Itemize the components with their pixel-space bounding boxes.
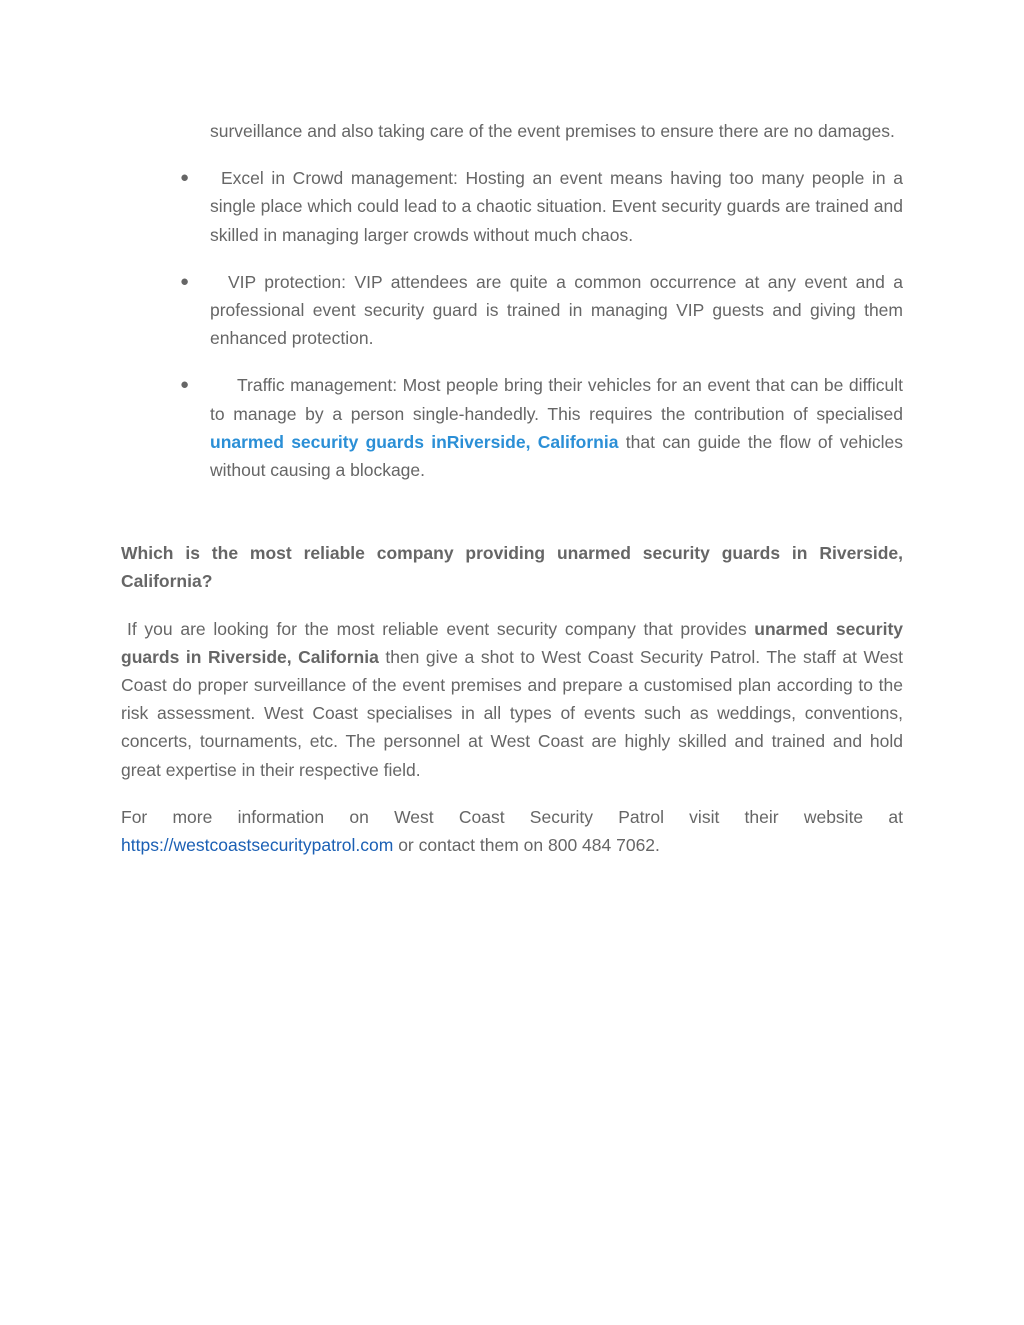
website-link[interactable]: https://westcoastsecuritypatrol.com [121,835,394,856]
contact-text-after: or contact them on 800 484 7062. [393,835,660,856]
contact-text: For more information on West Coast Security Patrol visit their website at [121,806,903,827]
list-item-crowd-management [121,164,903,249]
bullet-text-after: that can guide the flow of vehicles without causing a blockage. [210,431,904,481]
list-item-vip-protection [121,268,903,353]
paragraph-contact [121,803,903,859]
paragraph-text: If you are looking for the most reliable event security company that provides [127,618,755,639]
paragraph-text-after: then give a shot to West Coast Security Patrol. The staff at West Coast do proper surveillance of the event premises and prepare a customised plan according to the risk assessment. West Coast specialises in all types of events such as weddings, conventions, concerts, tournaments, etc. The personnel at West Coast are highly skilled and trained and hold great expertise in their respective field. [121,646,903,780]
bullet-text: VIP protection: VIP attendees are quite a common occurrence at any event and a professional event security guard is trained in managing VIP guests and giving them enhanced protection. [210,271,903,349]
continuation-text: surveillance and also taking care of the event premises to ensure there are no damages. [210,121,895,141]
document-body [121,117,903,859]
bullet-icon: ● [180,272,190,290]
paragraph-company [121,615,903,784]
bullet-text: Traffic management: Most people bring their vehicles for an event that can be difficult to manage by a person single-handedly. This requires the contribution of specialised [210,375,903,424]
section-heading: Which is the most reliable company providing unarmed security guards in Riverside, California? [121,543,903,592]
unarmed-guards-link[interactable]: unarmed security guards inRiverside, California [210,431,619,452]
bullet-list [121,117,903,484]
list-item-traffic-management [121,371,903,484]
bullet-icon: ● [180,376,190,394]
list-item-continuation [121,117,903,145]
bullet-text: Excel in Crowd management: Hosting an event means having too many people in a single place which could lead to a chaotic situation. Event security guards are trained and skilled in managing larger crowds without much chaos. [210,168,903,245]
paragraph-bold-text: unarmed security guards in Riverside, California [121,618,904,667]
bullet-icon: ● [180,169,190,187]
